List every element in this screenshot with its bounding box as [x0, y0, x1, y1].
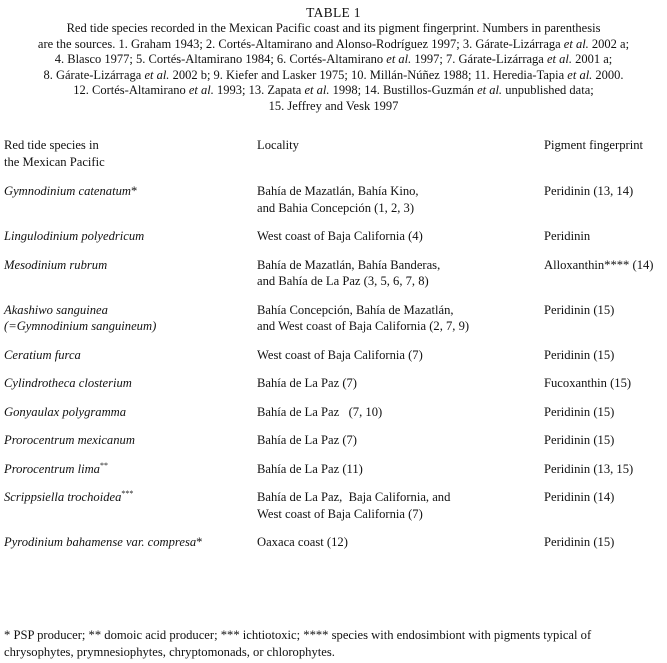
caption-segment: et al.	[546, 52, 572, 67]
caption-segment: 15. Jeffrey and Vesk 1997	[268, 98, 399, 113]
pigment-cell: Peridinin (15)	[544, 433, 615, 447]
caption-segment: 1993; 13. Zapata	[213, 83, 305, 98]
species-cell	[4, 257, 257, 302]
species-name: Ceratium furca	[4, 347, 81, 362]
caption-segment: 2000.	[592, 67, 624, 82]
species-cell	[4, 461, 257, 490]
table-row	[4, 257, 664, 302]
locality-cell	[257, 257, 544, 302]
caption-segment: 12. Cortés-Altamirano	[73, 83, 189, 98]
species-cell	[4, 489, 257, 534]
pigment-cell: Peridinin (13, 14)	[544, 184, 634, 198]
header-pigment: Pigment fingerprint	[544, 138, 643, 152]
pigment-cell: Peridinin (15)	[544, 535, 615, 549]
header-species	[4, 137, 257, 183]
caption-line	[0, 37, 667, 53]
locality-line: and West coast of Baja California (2, 7, 9)	[257, 319, 470, 333]
table-row	[4, 534, 664, 563]
pigment-cell: Peridinin (15)	[544, 404, 615, 419]
caption-segment: et al.	[477, 83, 503, 98]
locality-cell	[257, 302, 544, 347]
caption-segment: 1997; 7. Gárate-Lizárraga	[411, 52, 547, 67]
caption-text	[0, 21, 667, 115]
table-header-row	[4, 137, 664, 183]
locality-line: West coast of Baja California (7)	[257, 506, 423, 521]
species-name: Prorocentrum mexicanum	[4, 433, 135, 447]
caption-segment: et al.	[567, 67, 593, 82]
locality-line: Bahía de La Paz (7)	[257, 433, 358, 447]
species-name: Akashiwo sanguinea	[4, 302, 108, 317]
locality-line: and Bahía de La Paz (3, 5, 6, 7, 8)	[257, 274, 429, 288]
species-cell	[4, 347, 257, 376]
locality-cell	[257, 461, 544, 490]
caption-line	[0, 52, 667, 68]
pigment-cell: Peridinin (15)	[544, 302, 615, 317]
caption-segment: 4. Blasco 1977; 5. Cortés-Altamirano 1984; 6. Cortés-Altamirano	[54, 52, 387, 67]
pigment-cell: Peridinin (13, 15)	[544, 461, 634, 476]
species-cell	[4, 302, 257, 347]
caption-segment: et al.	[144, 67, 170, 82]
caption-segment: Red tide species recorded in the Mexican Pacific coast and its pigment fingerprint. Numbers in parenthesis	[66, 21, 601, 35]
species-mark: *	[130, 184, 138, 198]
pigment-cell: Peridinin (15)	[544, 347, 615, 362]
caption-segment: 8. Gárate-Lizárraga	[43, 67, 145, 82]
species-name: Scrippsiella trochoidea	[4, 490, 122, 504]
locality-line: and Bahia Concepción (1, 2, 3)	[257, 200, 415, 215]
species-cell	[4, 183, 257, 228]
locality-cell	[257, 375, 544, 404]
species-name: Gymnodinium catenatum	[4, 184, 131, 198]
table-row	[4, 302, 664, 347]
locality-line: Bahía de Mazatlán, Bahía Banderas,	[257, 257, 441, 272]
pigment-cell: Alloxanthin**** (14)	[544, 257, 654, 272]
locality-cell	[257, 228, 544, 257]
locality-line: Bahía de La Paz (7, 10)	[257, 404, 383, 419]
species-name: Lingulodinium polyedricum	[4, 229, 145, 243]
caption-line	[0, 83, 667, 99]
caption-segment: et al.	[386, 52, 412, 67]
pigment-cell: Fucoxanthin (15)	[544, 376, 632, 390]
table-row	[4, 461, 664, 490]
locality-line: Bahía de Mazatlán, Bahía Kino,	[257, 184, 419, 198]
caption-segment: et al.	[304, 83, 330, 98]
pigment-cell: Peridinin (14)	[544, 490, 615, 504]
species-mark: **	[99, 460, 108, 470]
table-footnote	[4, 627, 664, 661]
header-locality: Locality	[257, 138, 299, 152]
caption-line	[0, 21, 667, 37]
species-cell	[4, 534, 257, 563]
locality-line: Bahía Concepción, Bahía de Mazatlán,	[257, 302, 454, 317]
locality-cell	[257, 489, 544, 534]
species-cell	[4, 375, 257, 404]
table-caption	[0, 0, 667, 115]
locality-cell	[257, 404, 544, 433]
table-row	[4, 228, 664, 257]
caption-segment: et al.	[188, 83, 214, 98]
table-row	[4, 404, 664, 433]
species-name: Cylindrotheca closterium	[4, 376, 132, 390]
species-name: Prorocentrum lima	[4, 461, 100, 476]
locality-line: Bahía de La Paz (11)	[257, 461, 363, 476]
locality-line: Bahía de La Paz, Baja California, and	[257, 490, 451, 504]
header-species-line: the Mexican Pacific	[4, 154, 105, 169]
footnote-line: * PSP producer; ** domoic acid producer; *** ichtiotoxic; **** species with endosimbiont with pigments typical of	[4, 628, 592, 642]
caption-segment: 1998; 14. Bustillos-Guzmán	[329, 83, 478, 98]
locality-line: Bahía de La Paz (7)	[257, 376, 358, 390]
caption-line	[0, 99, 667, 115]
header-species-line: Red tide species in	[4, 138, 99, 152]
species-mark: *	[196, 535, 203, 549]
species-name: (=Gymnodinium sanguineum)	[4, 319, 157, 333]
species-cell	[4, 228, 257, 257]
species-name: Gonyaulax polygramma	[4, 404, 127, 419]
species-cell	[4, 404, 257, 433]
caption-segment: 2001 a;	[571, 52, 613, 67]
locality-line: West coast of Baja California (7)	[257, 347, 423, 362]
table-row	[4, 347, 664, 376]
caption-segment: are the sources. 1. Graham 1943; 2. Cortés-Altamirano and Alonso-Rodríguez 1997; 3. Gárate-Lizárraga	[37, 36, 564, 51]
table-row	[4, 489, 664, 534]
locality-cell	[257, 347, 544, 376]
locality-cell	[257, 432, 544, 461]
species-name: Mesodinium rubrum	[4, 257, 108, 272]
caption-segment: et al.	[563, 36, 589, 51]
species-mark: ***	[121, 488, 134, 498]
locality-cell	[257, 183, 544, 228]
caption-segment: 2002 a;	[588, 36, 630, 51]
caption-segment: 2002 b; 9. Kiefer and Lasker 1975; 10. Millán-Núñez 1988; 11. Heredia-Tapia	[169, 67, 568, 82]
locality-line: Oaxaca coast (12)	[257, 535, 348, 549]
locality-cell	[257, 534, 544, 563]
footnote-line: chrysophytes, prymnesiophytes, chryptomonads, or chlorophytes.	[4, 645, 335, 659]
table-title: TABLE 1	[306, 5, 361, 20]
species-cell	[4, 432, 257, 461]
pigment-cell: Peridinin	[544, 229, 591, 243]
locality-line: West coast of Baja California (4)	[257, 229, 423, 243]
caption-line	[0, 68, 667, 84]
caption-segment: unpublished data;	[502, 83, 594, 98]
species-table	[4, 137, 664, 563]
table-row	[4, 375, 664, 404]
table-row	[4, 183, 664, 228]
table-row	[4, 432, 664, 461]
species-name: Pyrodinium bahamense var. compresa	[4, 535, 197, 549]
